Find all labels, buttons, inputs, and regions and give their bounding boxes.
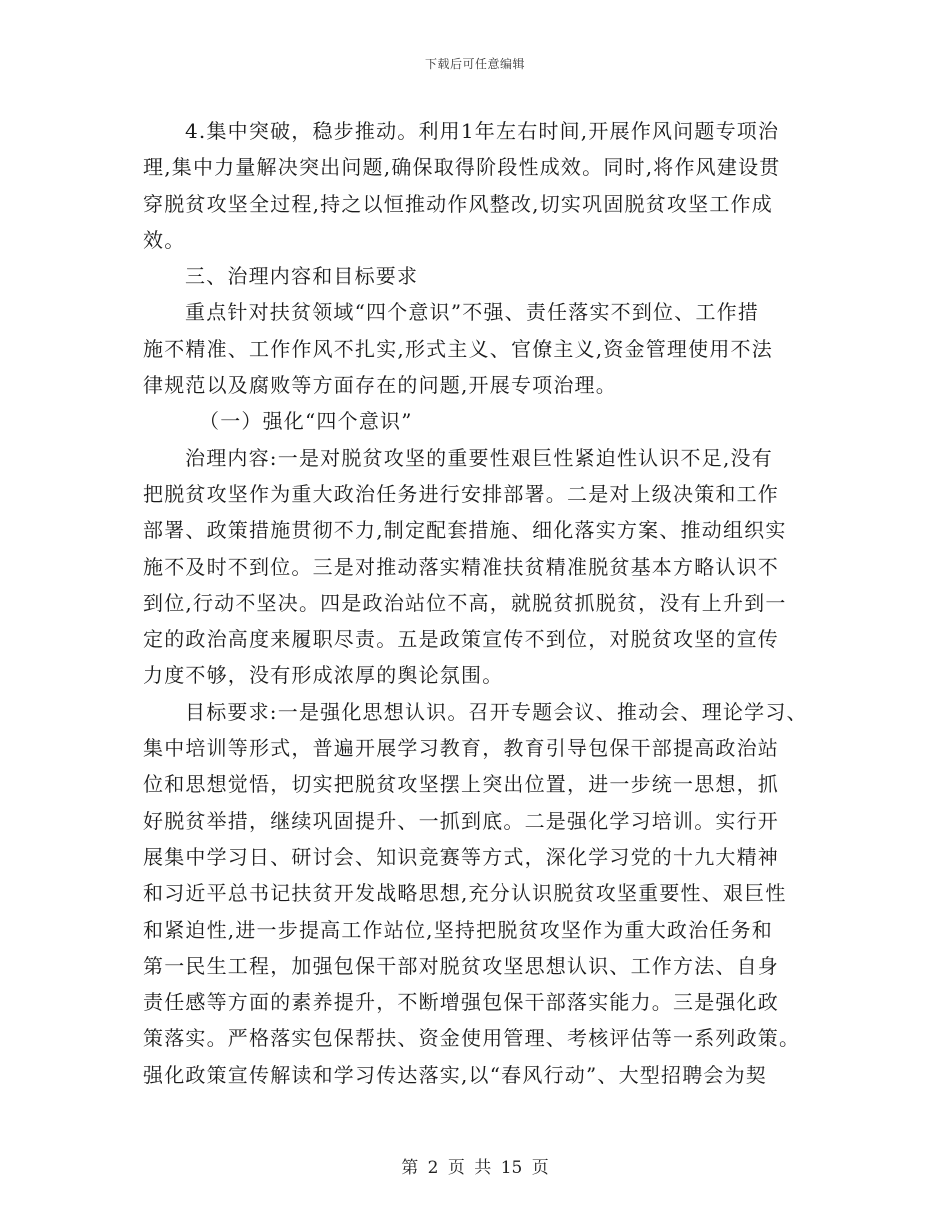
text-line: 到位,行动不坚决。四是政治站位不高，就脱贫抓脱贫，没有上升到一 <box>143 590 787 615</box>
text-line: 施不精准、工作作风不扎实,形式主义、官僚主义,资金管理使用不法 <box>143 336 773 361</box>
text-line: 集中培训等形式，普遍开展学习教育，教育引导包保干部提高政治站 <box>143 736 779 761</box>
text-line: 重点针对扶贫领域“四个意识”不强、责任落实不到位、工作措 <box>185 300 760 325</box>
text-line: 律规范以及腐败等方面存在的问题,开展专项治理。 <box>143 373 617 398</box>
section-heading <box>143 258 833 294</box>
text-line: 部署、政策措施贯彻不力,制定配套措施、细化落实方案、推动组织实 <box>143 518 787 543</box>
text-line: 穿脱贫攻坚全过程,持之以恒推动作风整改,切实巩固脱贫攻坚工作成 <box>143 191 773 216</box>
text-line: 效。 <box>143 227 186 252</box>
paragraph-scope <box>143 294 833 403</box>
text-line: 强化政策宣传解读和学习传达落实,以“春风行动”、大型招聘会为契 <box>143 1062 768 1087</box>
heading-text: 三、治理内容和目标要求 <box>185 264 419 289</box>
subsection-heading <box>143 403 833 439</box>
page-header: 下载后可任意编辑 <box>424 57 525 71</box>
paragraph-section-point-4 <box>143 113 833 258</box>
text-line: 目标要求:一是强化思想认识。召开专题会议、推动会、理论学习、 <box>185 699 808 724</box>
paragraph-governance-content <box>143 440 833 694</box>
text-line: 4.集中突破，稳步推动。利用1年左右时间,开展作风问题专项治 <box>185 119 780 143</box>
document-body <box>143 113 833 1093</box>
text-line: 施不及时不到位。三是对推动落实精准扶贫精准脱贫基本方略认识不 <box>143 554 779 579</box>
text-line: 把脱贫攻坚作为重大政治任务进行安排部署。二是对上级决策和工作 <box>143 481 779 506</box>
text-line: 和习近平总书记扶贫开发战略思想,充分认识脱贫攻坚重要性、艰巨性 <box>143 881 787 906</box>
text-line: 位和思想觉悟，切实把脱贫攻坚摆上突出位置，进一步统一思想，抓 <box>143 772 779 797</box>
text-line: 和紧迫性,进一步提高工作站位,坚持把脱贫攻坚作为重大政治任务和 <box>143 917 773 942</box>
text-line: 责任感等方面的素养提升，不断增强包保干部落实能力。三是强化政 <box>143 990 779 1015</box>
text-line: 展集中学习日、研讨会、知识竞赛等方式，深化学习党的十九大精神 <box>143 844 779 869</box>
text-line: 定的政治高度来履职尽责。五是政策宣传不到位，对脱贫攻坚的宣传 <box>143 627 779 652</box>
paragraph-target-requirements <box>143 694 833 1093</box>
text-line: 治理内容:一是对脱贫攻坚的重要性艰巨性紧迫性认识不足,没有 <box>185 445 773 470</box>
text-line: 第一民生工程，加强包保干部对脱贫攻坚思想认识、工作方法、自身 <box>143 953 779 978</box>
text-line: 好脱贫举措，继续巩固提升、一抓到底。二是强化学习培训。实行开 <box>143 808 779 833</box>
text-line: 力度不够，没有形成浓厚的舆论氛围。 <box>143 663 504 688</box>
subheading-text: （一）强化“四个意识” <box>199 409 413 434</box>
text-line: 策落实。严格落实包保帮扶、资金使用管理、考核评估等一系列政策。 <box>143 1026 801 1051</box>
page-footer: 第 2 页 共 15 页 <box>401 1158 549 1178</box>
text-line: 理,集中力量解决突出问题,确保取得阶段性成效。同时,将作风建设贯 <box>143 155 781 180</box>
